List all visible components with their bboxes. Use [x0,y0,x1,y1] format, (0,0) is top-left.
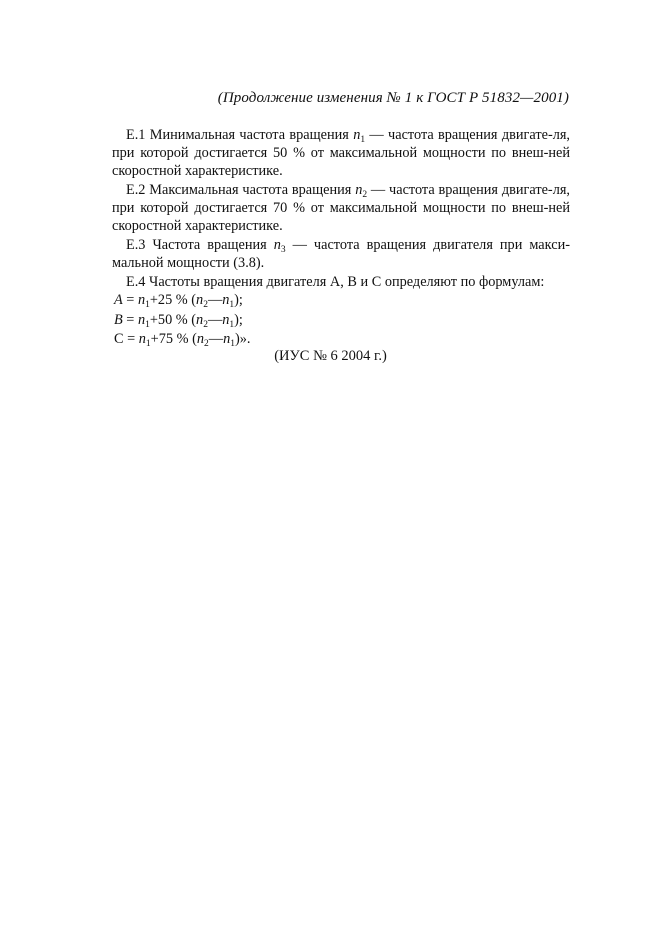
document-body [112,126,570,350]
continuation-header: (Продолжение изменения № 1 к ГОСТ Р 51832—2001) [217,90,569,106]
source-reference: (ИУС № 6 2004 г.) [274,348,387,364]
variable-n1: n [353,127,361,143]
paragraph-e4: Е.4 Частоты вращения двигателя А, В и С определяют по формулам: [126,274,545,290]
formula-c: $С = n_1+75$ % $(n_2—n_1)$». [114,331,251,349]
paragraph-e1: Е.1 Минимальная частота вращения $n_1$ — частота вращения двигате-ля, при которой достигается 50 % от максимальной мощности по внеш-ней скоростной характеристике. [112,127,570,179]
variable-n2: n [355,182,363,198]
formula-a: $A = n_1+25$ % $(n_2—n_1)$; [114,292,243,310]
variable-n3: n [273,237,281,253]
paragraph-e3: Е.3 Частота вращения $n_3$ — частота вращения двигателя при макси-мальной мощности (3.8). [112,237,570,271]
paragraph-e2: Е.2 Максимальная частота вращения $n_2$ — частота вращения двигате-ля, при которой достигается 70 % от максимальной мощности по внеш-ней скоростной характеристике. [112,182,570,234]
formula-b: $B = n_1+50$ % $(n_2—n_1)$; [114,311,243,330]
